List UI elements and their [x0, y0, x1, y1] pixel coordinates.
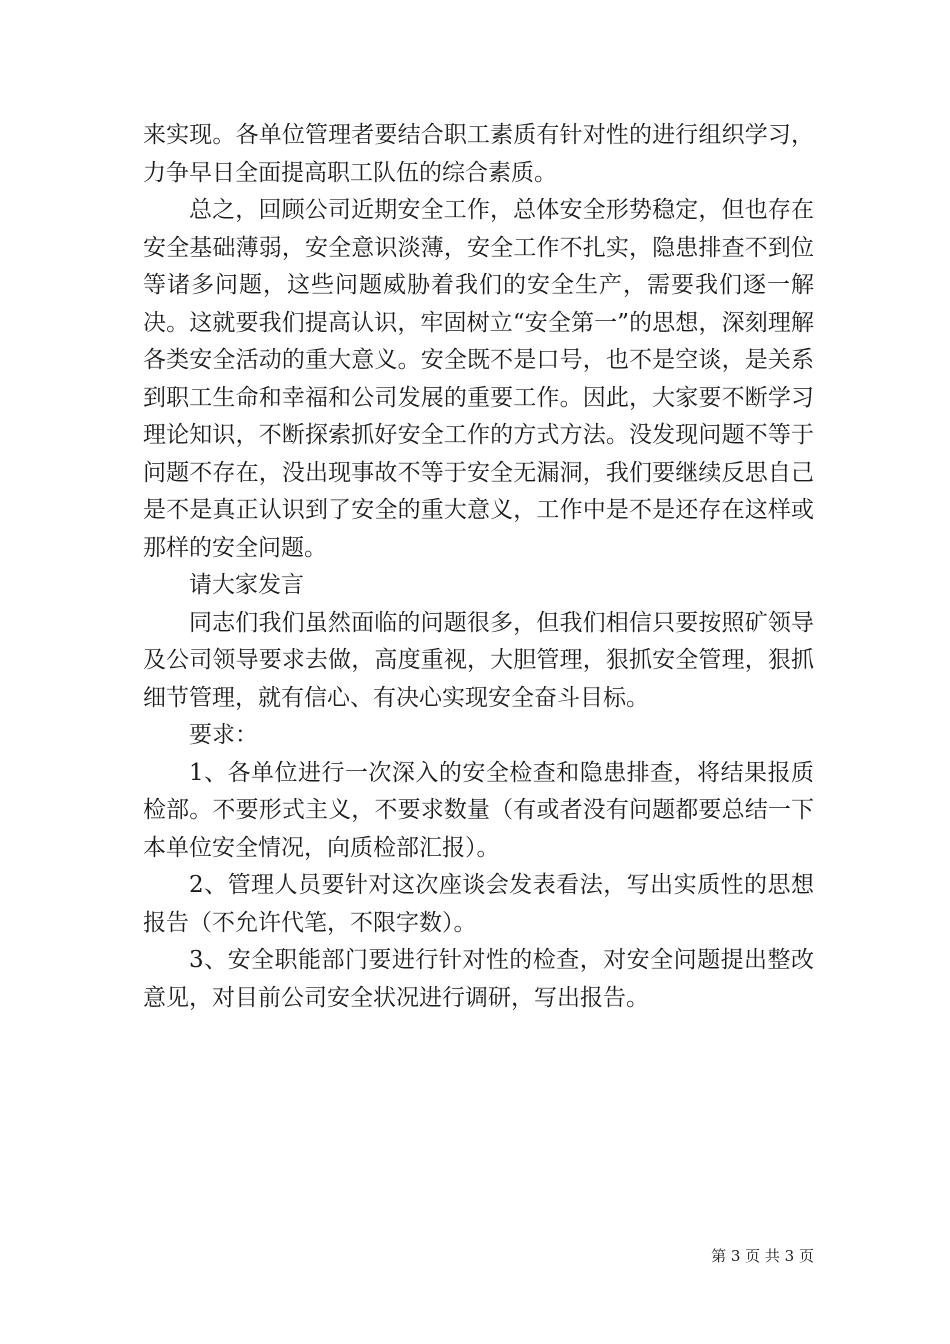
paragraph: 请大家发言	[189, 572, 304, 598]
document-body	[143, 117, 814, 1017]
paragraph: 同志们我们虽然面临的问题很多，但我们相信只要按照矿领导及公司领导要求去做，高度重视，大胆管理，狠抓安全管理，狠抓细节管理，就有信心、有决心实现安全奋斗目标。	[143, 609, 814, 711]
paragraph: 要求：	[189, 722, 258, 748]
page-number-indicator: 第 3 页 共 3 页	[711, 1247, 814, 1265]
paragraph: 3、安全职能部门要进行针对性的检查，对安全问题提出整改意见，对目前公司安全状况进行调研，写出报告。	[143, 947, 814, 1011]
paragraph: 2、管理人员要针对这次座谈会发表看法，写出实质性的思想报告（不允许代笔，不限字数）。	[143, 872, 814, 936]
paragraph: 来实现。各单位管理者要结合职工素质有针对性的进行组织学习，力争早日全面提高职工队伍的综合素质。	[143, 122, 814, 186]
paragraph: 总之，回顾公司近期安全工作，总体安全形势稳定，但也存在安全基础薄弱，安全意识淡薄，安全工作不扎实，隐患排查不到位等诸多问题，这些问题威胁着我们的安全生产，需要我们逐一解决。这就要我们提高认识，牢固树立“安全第一”的思想，深刻理解各类安全活动的重大意义。安全既不是口号，也不是空谈，是关系到职工生命和幸福和公司发展的重要工作。因此，大家要不断学习理论知识，不断探索抓好安全工作的方式方法。没发现问题不等于问题不存在，没出现事故不等于安全无漏洞，我们要继续反思自己是不是真正认识到了安全的重大意义，工作中是不是还存在这样或那样的安全问题。	[143, 197, 814, 561]
paragraph: 1、各单位进行一次深入的安全检查和隐患排查，将结果报质检部。不要形式主义，不要求数量（有或者没有问题都要总结一下本单位安全情况，向质检部汇报）。	[143, 759, 814, 861]
page-footer	[143, 1246, 814, 1266]
